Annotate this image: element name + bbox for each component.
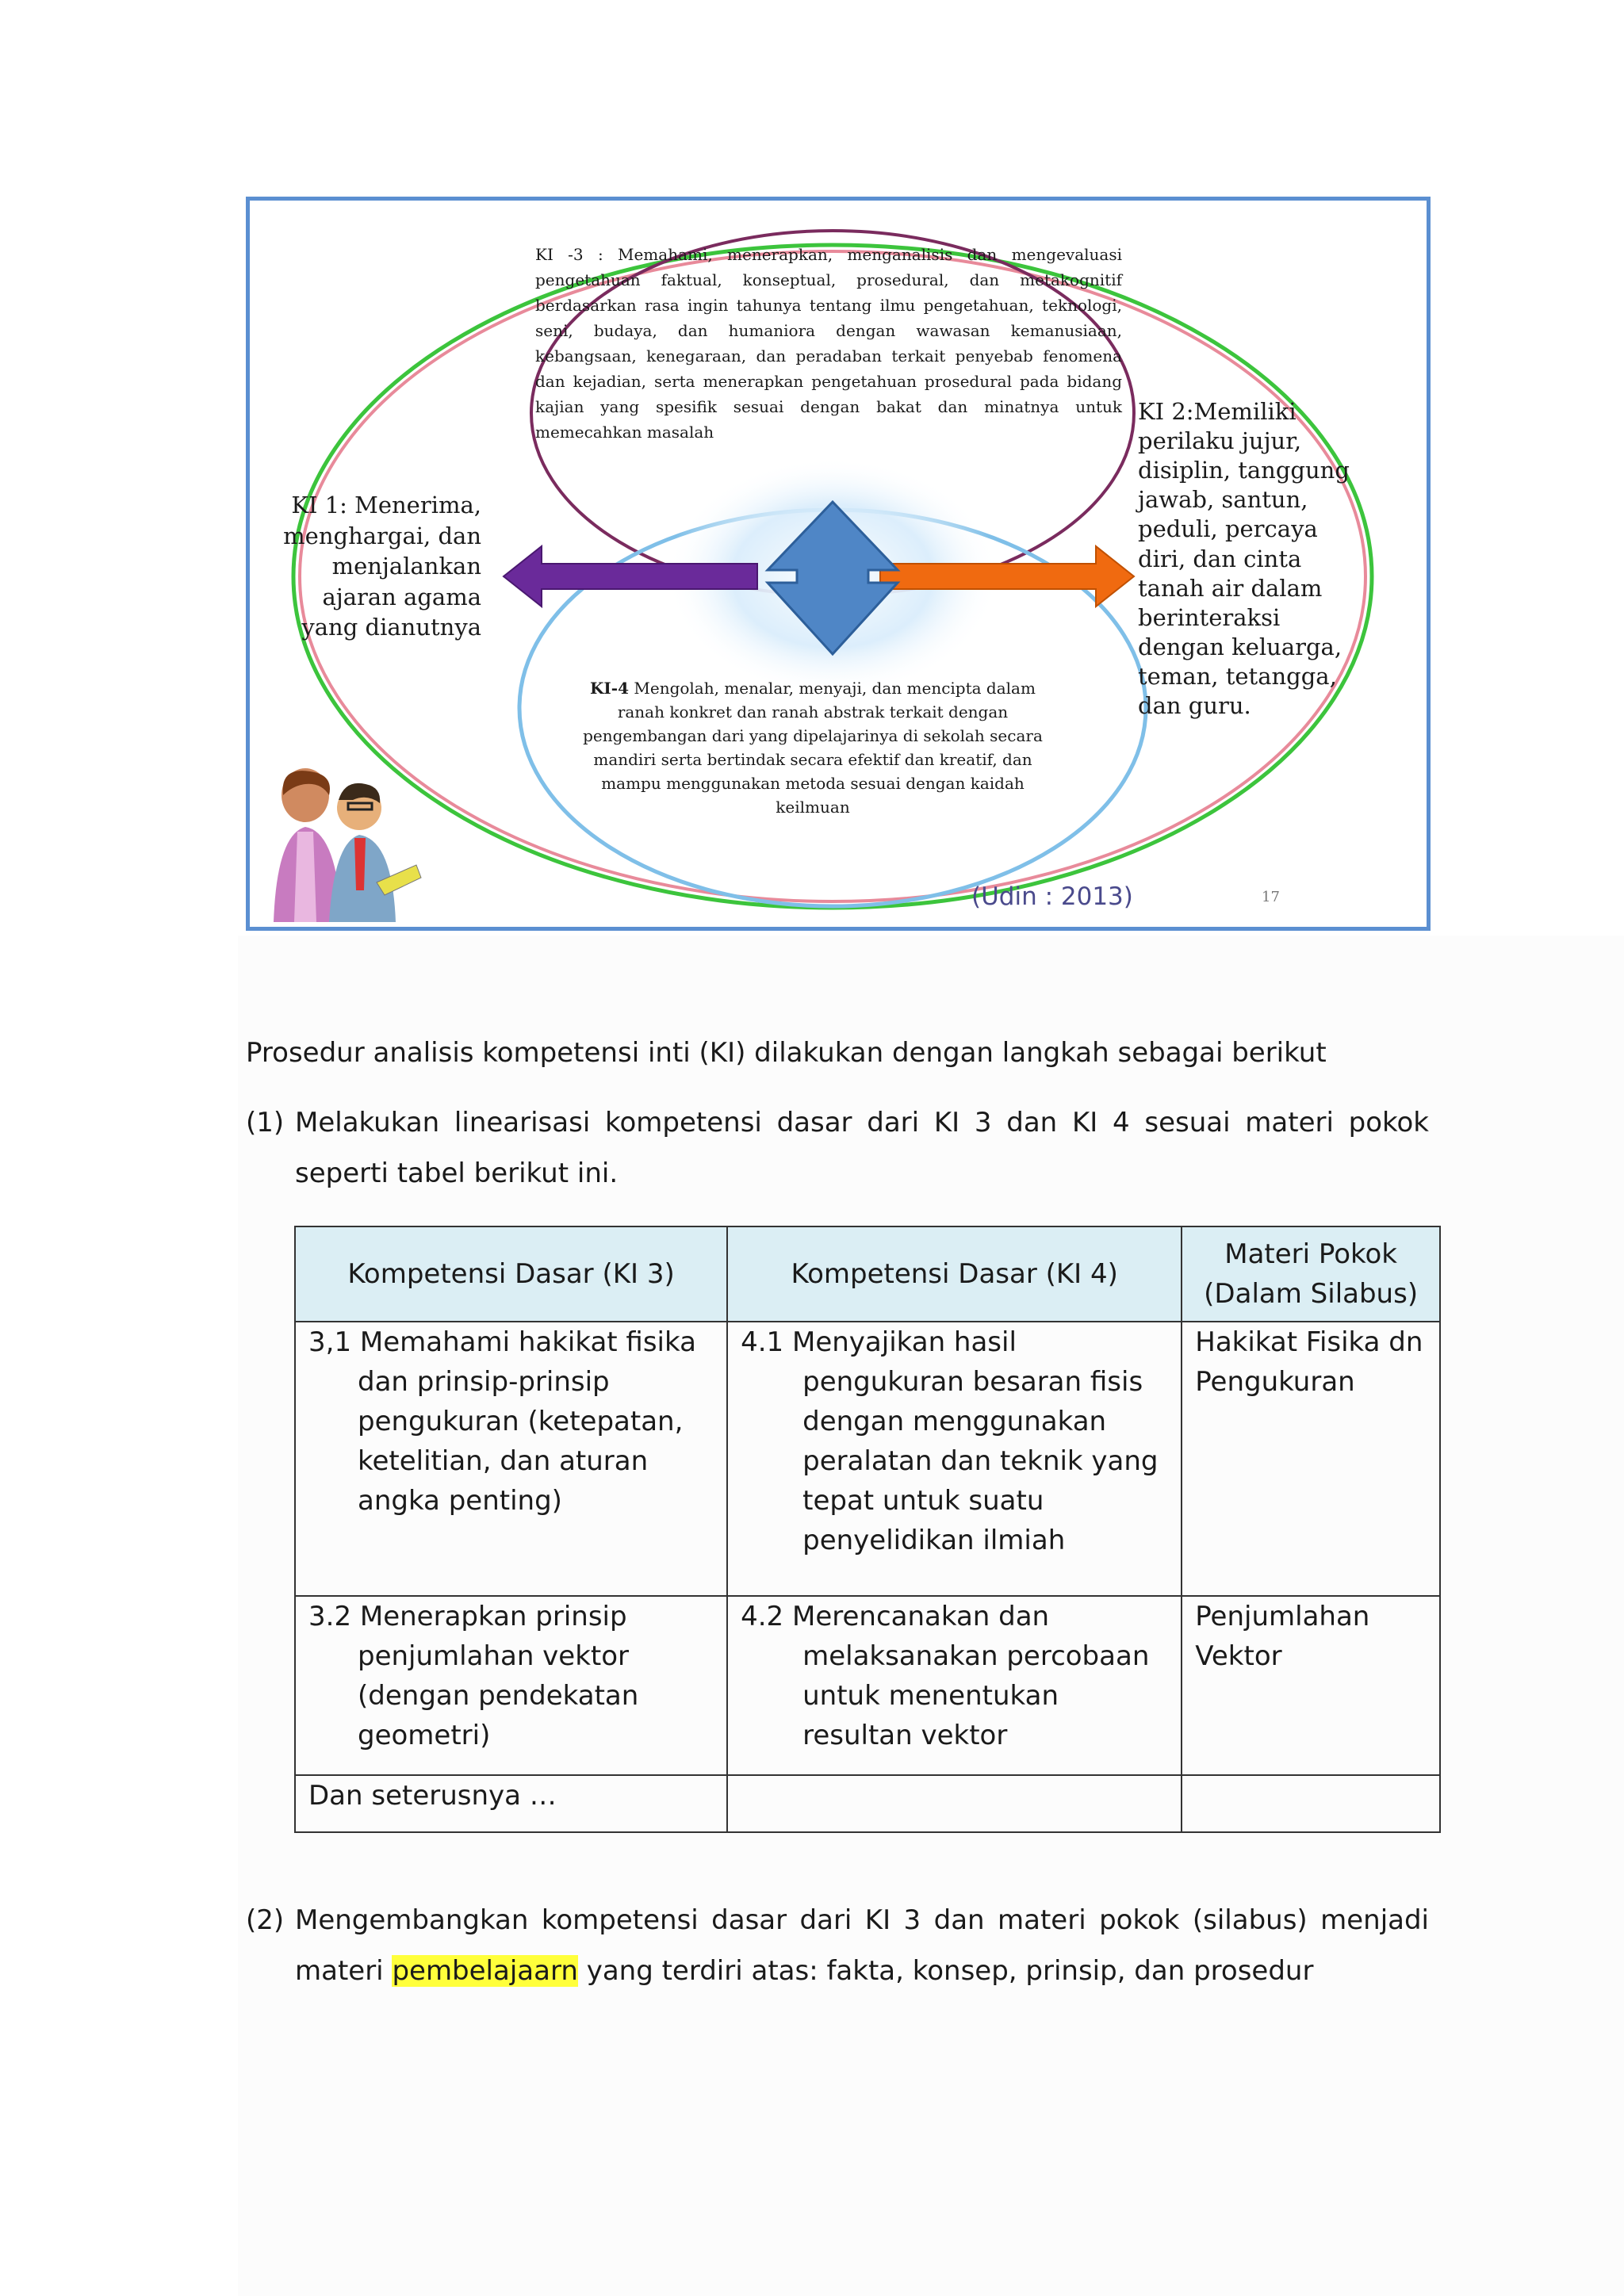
cell-ki3 — [295, 1596, 727, 1775]
cell-ki3 — [295, 1322, 727, 1596]
cell-ki4 — [727, 1775, 1182, 1832]
header-ki3: Kompetensi Dasar (KI 3) — [295, 1226, 727, 1322]
ki4-text: Mengolah, menalar, menyaji, dan mencipta dalam ranah konkret dan ranah abstrak terkait dengan pengembangan dari yang dipelajarinya di sekolah secara mandiri serta bertindak secara efektif dan kreatif, dan mampu menggunakan metoda sesuai dengan kaidah keilmuan — [583, 679, 1043, 817]
table-header-row — [295, 1226, 1440, 1322]
cell-text: 3.2 Menerapkan prinsip penjumlahan vektor (dengan pendekatan geometri) — [308, 1601, 639, 1751]
cell-text: 4.1 Menyajikan hasil pengukuran besaran fisis dengan menggunakan peralatan dan teknik yang tepat untuk suatu penyelidikan ilmiah — [741, 1326, 1159, 1556]
list-item-2 — [246, 1895, 1429, 1996]
cell-text: Dan seterusnya … — [308, 1780, 557, 1812]
people-clipart — [274, 768, 421, 922]
text-before: Mengembangkan kompetensi dasar dari KI 3 dan materi pokok (silabus) menjadi materi — [295, 1904, 1429, 1987]
ki-diagram-figure — [246, 197, 1431, 931]
text-after: yang terdiri atas: fakta, konsep, prinsip, dan prosedur — [577, 1955, 1314, 1987]
ki4-label: KI-4 — [590, 679, 630, 698]
cell-text: Penjumlahan Vektor — [1195, 1601, 1370, 1672]
cell-text: 4.2 Merencanakan dan melaksanakan percobaan untuk menentukan resultan vektor — [741, 1601, 1150, 1751]
highlighted-word: pembelajaarn — [392, 1955, 578, 1987]
ki1-description: KI 1: Menerima, menghargai, dan menjalankan ajaran agama yang dianutnya — [283, 492, 481, 641]
table-row — [295, 1322, 1440, 1596]
cell-materi — [1182, 1596, 1440, 1775]
header-materi: Materi Pokok (Dalam Silabus) — [1182, 1226, 1440, 1322]
cell-ki3 — [295, 1775, 727, 1832]
cell-text: Hakikat Fisika dn Pengukuran — [1195, 1326, 1423, 1398]
list-item-text — [295, 1895, 1429, 1996]
intro-paragraph: Prosedur analisis kompetensi inti (KI) dilakukan dengan langkah sebagai berikut — [246, 1037, 1327, 1069]
list-number: (2) — [246, 1904, 285, 1936]
table-row — [295, 1596, 1440, 1775]
kd-table — [294, 1226, 1441, 1833]
cell-materi — [1182, 1775, 1440, 1832]
ki4-description — [575, 676, 1051, 819]
ki3-description: KI -3 : Memahami, menerapkan, menganalisis dan mengevaluasi pengetahuan faktual, konseptual, prosedural, dan metakognitif berdasarkan rasa ingin tahunya tentang ilmu pengetahuan, teknologi, seni, budaya, dan humaniora dengan wawasan kemanusiaan, kebangsaan, kenegaraan, dan peradaban terkait penyebab fenomena dan kejadian, serta menerapkan pengetahuan prosedural pada bidang kajian yang spesifik sesuai dengan bakat dan minatnya untuk memecahkan masalah — [535, 245, 1122, 442]
list-item-1 — [246, 1097, 1429, 1199]
cell-ki4 — [727, 1322, 1182, 1596]
list-number: (1) — [246, 1107, 285, 1138]
figure-credit: (Udin : 2013) — [971, 882, 1133, 911]
cell-materi — [1182, 1322, 1440, 1596]
table-row — [295, 1775, 1440, 1832]
slide-number: 17 — [1262, 889, 1280, 905]
header-ki4: Kompetensi Dasar (KI 4) — [727, 1226, 1182, 1322]
cell-text: 3,1 Memahami hakikat fisika dan prinsip-prinsip pengukuran (ketepatan, ketelitian, dan aturan angka penting) — [308, 1326, 696, 1517]
ki2-description: KI 2:Memiliki perilaku jujur, disiplin, tanggung jawab, santun, peduli, percaya diri, dan cinta tanah air dalam berinteraksi dengan keluarga, teman, tetangga, dan guru. — [1138, 398, 1350, 720]
cell-ki4 — [727, 1596, 1182, 1775]
list-item-text: Melakukan linearisasi kompetensi dasar dari KI 3 dan KI 4 sesuai materi pokok seperti tabel berikut ini. — [295, 1107, 1429, 1189]
